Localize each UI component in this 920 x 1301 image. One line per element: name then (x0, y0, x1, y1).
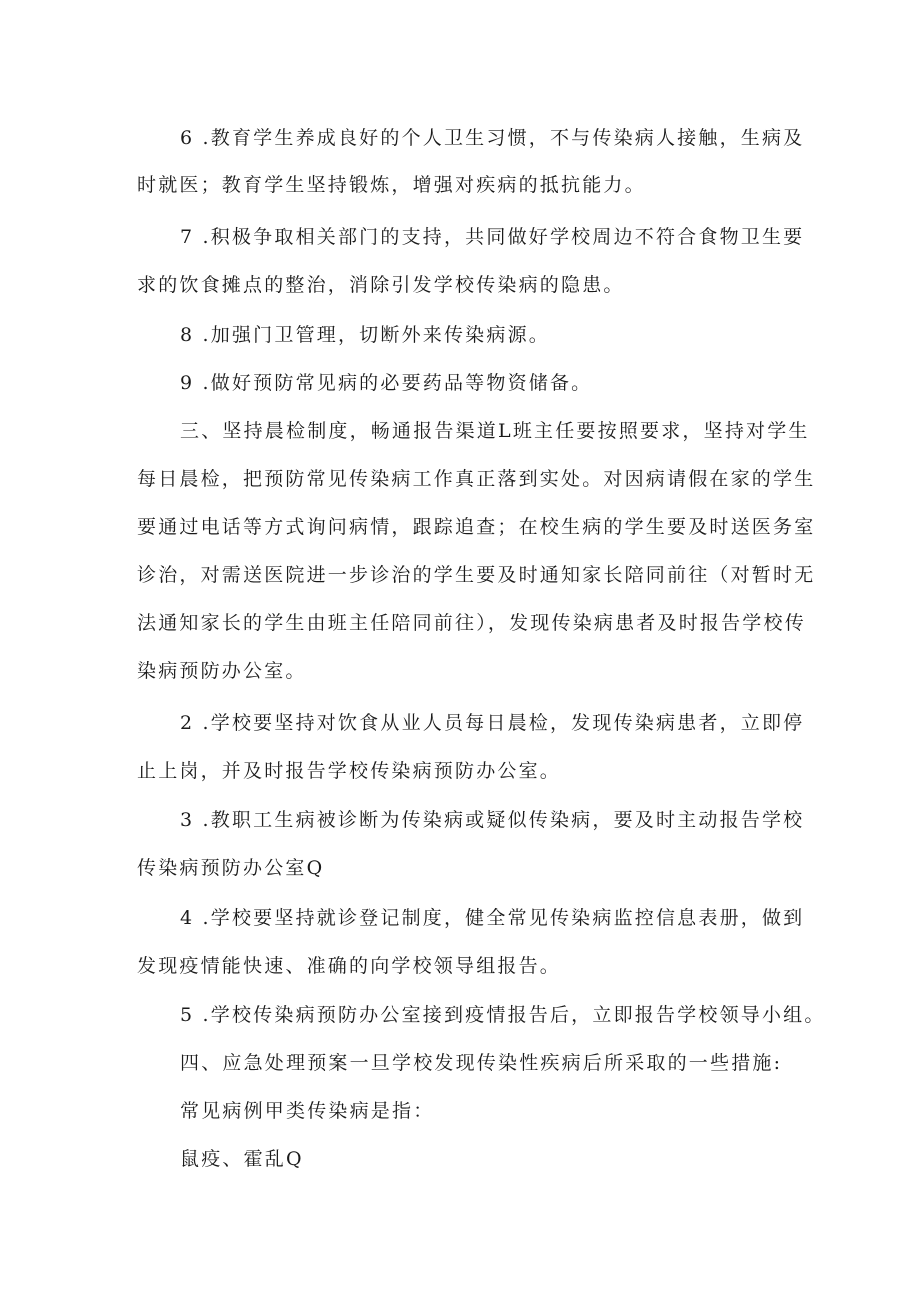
text-line: 5 .学校传染病预防办公室接到疫情报告后，立即报告学校领导小组。 (180, 1004, 826, 1026)
text-line: 9 .做好预防常见病的必要药品等物资储备。 (180, 372, 593, 394)
text-line: 3 .教职工生病被诊断为传染病或疑似传染病，要及时主动报告学校 (180, 809, 805, 831)
text-line: 4 .学校要坚持就诊登记制度，健全常见传染病监控信息表册，做到 (180, 907, 805, 929)
text-line: 诊治，对需送医院进一步诊治的学生要及时通知家长陪同前往（对暂时无 (137, 564, 816, 586)
text-line: 求的饮食摊点的整治，消除引发学校传染病的隐患。 (137, 274, 625, 296)
text-line: 8 .加强门卫管理，切断外来传染病源。 (180, 324, 550, 346)
text-line: 6 .教育学生养成良好的个人卫生习惯，不与传染病人接触，生病及 (180, 127, 805, 149)
text-line: 三、坚持晨检制度，畅通报告渠道L班主任要按照要求，坚持对学生 (180, 420, 810, 442)
text-line: 常见病例甲类传染病是指： (180, 1100, 435, 1122)
text-line: 每日晨检，把预防常见传染病工作真正落到实处。对因病请假在家的学生 (137, 468, 816, 490)
text-line: 时就医；教育学生坚持锻炼，增强对疾病的抵抗能力。 (137, 174, 646, 196)
text-line: 止上岗，并及时报告学校传染病预防办公室。 (137, 760, 562, 782)
text-line: 四、应急处理预案一旦学校发现传染性疾病后所采取的一些措施: (180, 1052, 783, 1074)
text-line: 要通过电话等方式询问病情，跟踪追查；在校生病的学生要及时送医务室 (137, 516, 816, 538)
text-line: 传染病预防办公室Q (137, 857, 325, 879)
text-line: 鼠疫、霍乱Q (180, 1148, 304, 1170)
text-line: 7 .积极争取相关部门的支持，共同做好学校周边不符合食物卫生要 (180, 226, 805, 248)
text-line: 2 .学校要坚持对饮食从业人员每日晨检，发现传染病患者，立即停 (180, 712, 805, 734)
text-line: 发现疫情能快速、准确的向学校领导组报告。 (137, 955, 562, 977)
text-line: 染病预防办公室。 (137, 660, 307, 682)
text-line: 法通知家长的学生由班主任陪同前往），发现传染病患者及时报告学校传 (137, 612, 806, 634)
